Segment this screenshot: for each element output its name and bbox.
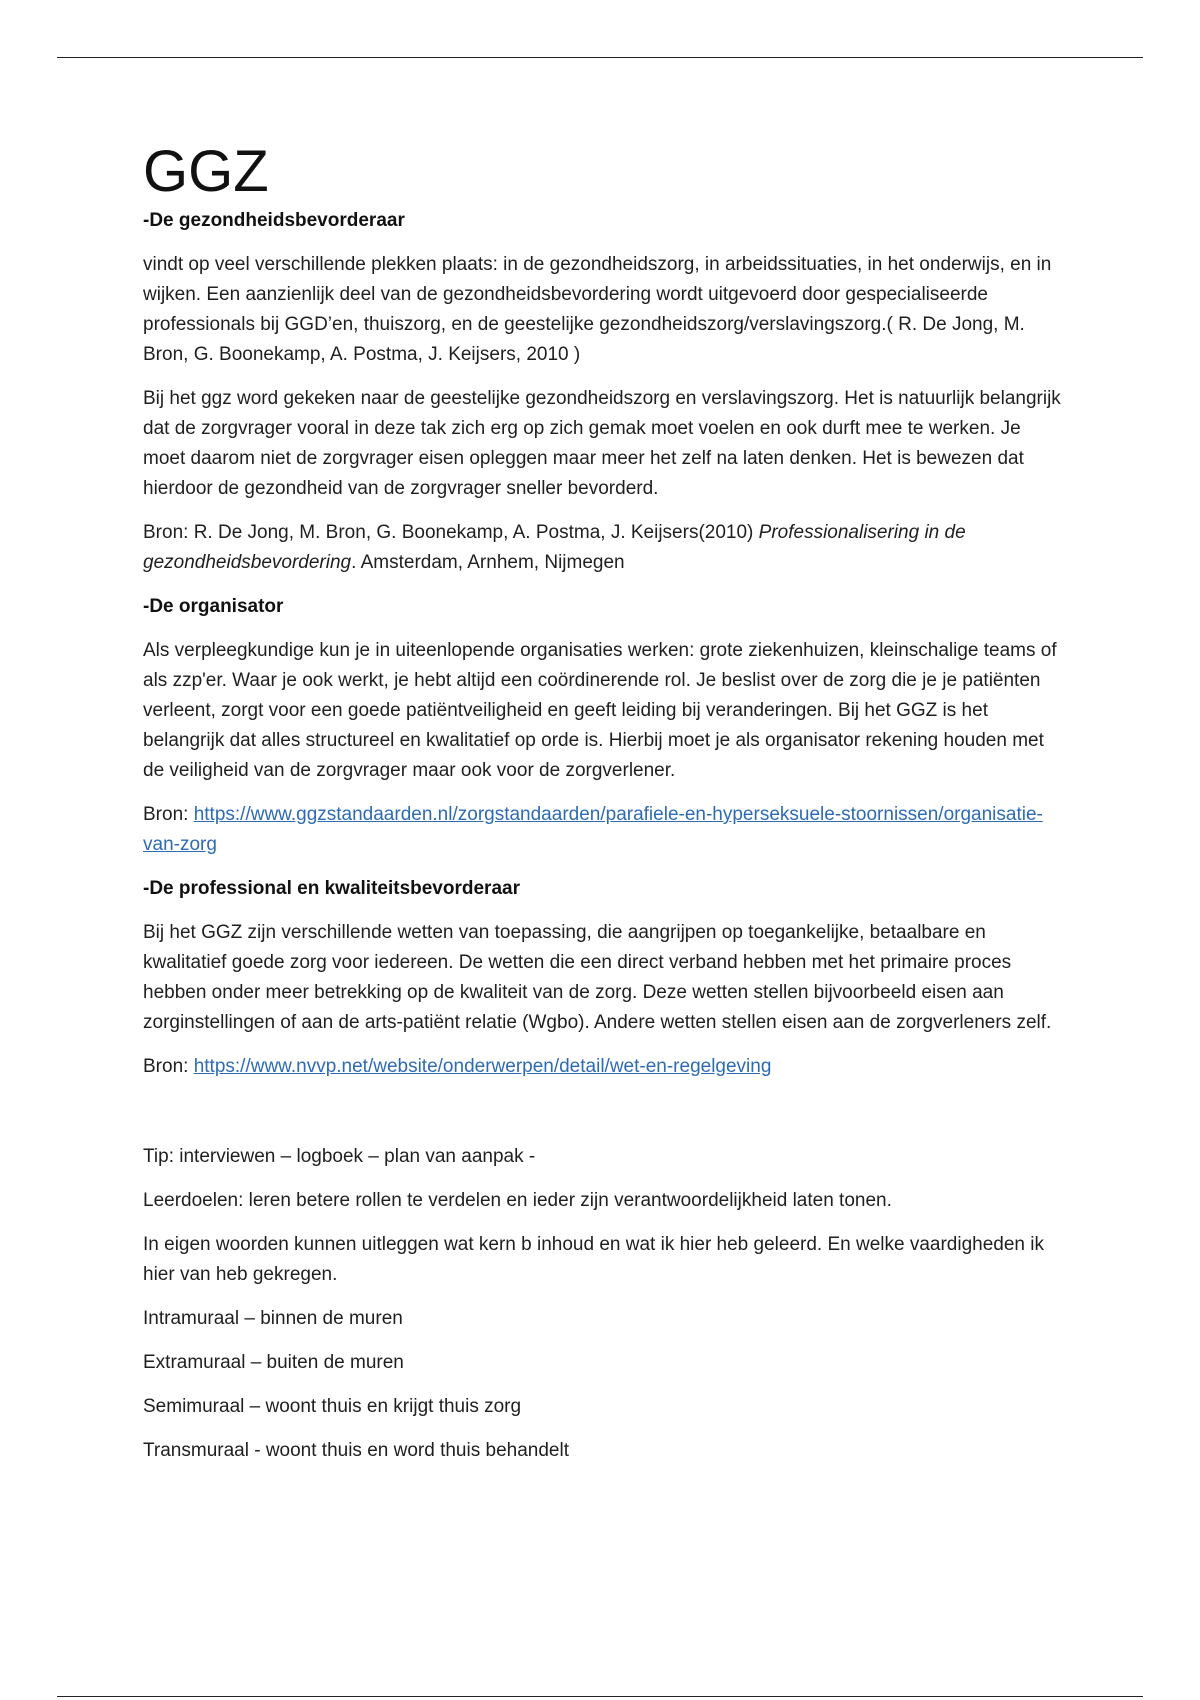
header-rule [57,57,1143,58]
paragraph: Bij het ggz word gekeken naar de geestelijke gezondheidszorg en verslavingszorg. Het is natuurlijk belangrijk dat de zorgvrager vooral in deze tak zich erg op zich gemak moet voelen en ook durft mee te werken. Je moet daarom niet de zorgvrager eisen opleggen maar meer het zelf na laten denken. Het is bewezen dat hierdoor de gezondheid van de zorgvrager sneller bevorderd. [143,388,1061,499]
section-heading: -De gezondheidsbevorderaar [143,210,405,231]
spacer [143,1096,1063,1142]
source-link[interactable]: https://www.ggzstandaarden.nl/zorgstandaarden/parafiele-en-hyperseksuele-stoornissen/organisatie-van-zorg [143,804,1043,855]
notes-block [143,1142,1063,1466]
note-extramuraal: Extramuraal – buiten de muren [143,1352,404,1373]
source-citation [143,518,1063,578]
note-intramuraal: Intramuraal – binnen de muren [143,1308,403,1329]
section-gezondheidsbevorderaar [143,206,1063,578]
source-suffix: . Amsterdam, Arnhem, Nijmegen [351,552,625,573]
paragraph: Als verpleegkundige kun je in uiteenlopende organisaties werken: grote ziekenhuizen, kleinschalige teams of als zzp'er. Waar je ook werkt, je hebt altijd een coördinerende rol. Je beslist over de zorg die je je patiënten verleent, zorgt voor een goede patiëntveiligheid en geeft leiding bij veranderingen. Bij het GGZ is het belangrijk dat alles structureel en kwalitatief op orde is. Hierbij moet je als organisator rekening houden met de veiligheid van de zorgvrager maar ook voor de zorgverlener. [143,640,1057,781]
document-title: GGZ [143,139,269,204]
source-book-title: Professionalisering in de gezondheidsbevordering [143,522,966,573]
note-transmuraal: Transmuraal - woont thuis en word thuis behandelt [143,1440,569,1461]
note-tip: Tip: interviewen – logboek – plan van aanpak - [143,1146,536,1167]
document-body [143,140,1063,1480]
paragraph: vindt op veel verschillende plekken plaats: in de gezondheidszorg, in arbeidssituaties, in het onderwijs, en in wijken. Een aanzienlijk deel van de gezondheidsbevordering wordt uitgevoerd door gespecialiseerde professionals bij GGD’en, thuiszorg, en de geestelijke gezondheidszorg/verslavingszorg.( R. De Jong, M. Bron, G. Boonekamp, A. Postma, J. Keijsers, 2010 ) [143,254,1052,365]
note-leerdoelen: Leerdoelen: leren betere rollen te verdelen en ieder zijn verantwoordelijkheid laten tonen. [143,1190,892,1211]
paragraph: Bij het GGZ zijn verschillende wetten van toepassing, die aangrijpen op toegankelijke, betaalbare en kwalitatief goede zorg voor iedereen. De wetten die een direct verband hebben met het primaire proces hebben onder meer betrekking op de kwaliteit van de zorg. Deze wetten stellen bijvoorbeeld eisen aan zorginstellingen of aan de arts-patiënt relatie (Wgbo). Andere wetten stellen eisen aan de zorgverleners zelf. [143,922,1052,1033]
source-citation [143,800,1063,860]
note-semimuraal: Semimuraal – woont thuis en krijgt thuis zorg [143,1396,522,1417]
note-eigen-woorden: In eigen woorden kunnen uitleggen wat kern b inhoud en wat ik hier heb geleerd. En welke vaardigheden ik hier van heb gekregen. [143,1234,1044,1285]
source-prefix: Bron: R. De Jong, M. Bron, G. Boonekamp, A. Postma, J. Keijsers(2010) [143,522,759,543]
section-heading: -De professional en kwaliteitsbevorderaar [143,878,520,899]
section-heading: -De organisator [143,596,284,617]
section-professional [143,874,1063,1082]
source-prefix: Bron: [143,804,194,825]
source-citation [143,1052,1063,1082]
footer-rule [57,1696,1143,1697]
source-link[interactable]: https://www.nvvp.net/website/onderwerpen/detail/wet-en-regelgeving [193,1056,772,1077]
section-organisator [143,592,1063,860]
source-prefix: Bron: [143,1056,194,1077]
